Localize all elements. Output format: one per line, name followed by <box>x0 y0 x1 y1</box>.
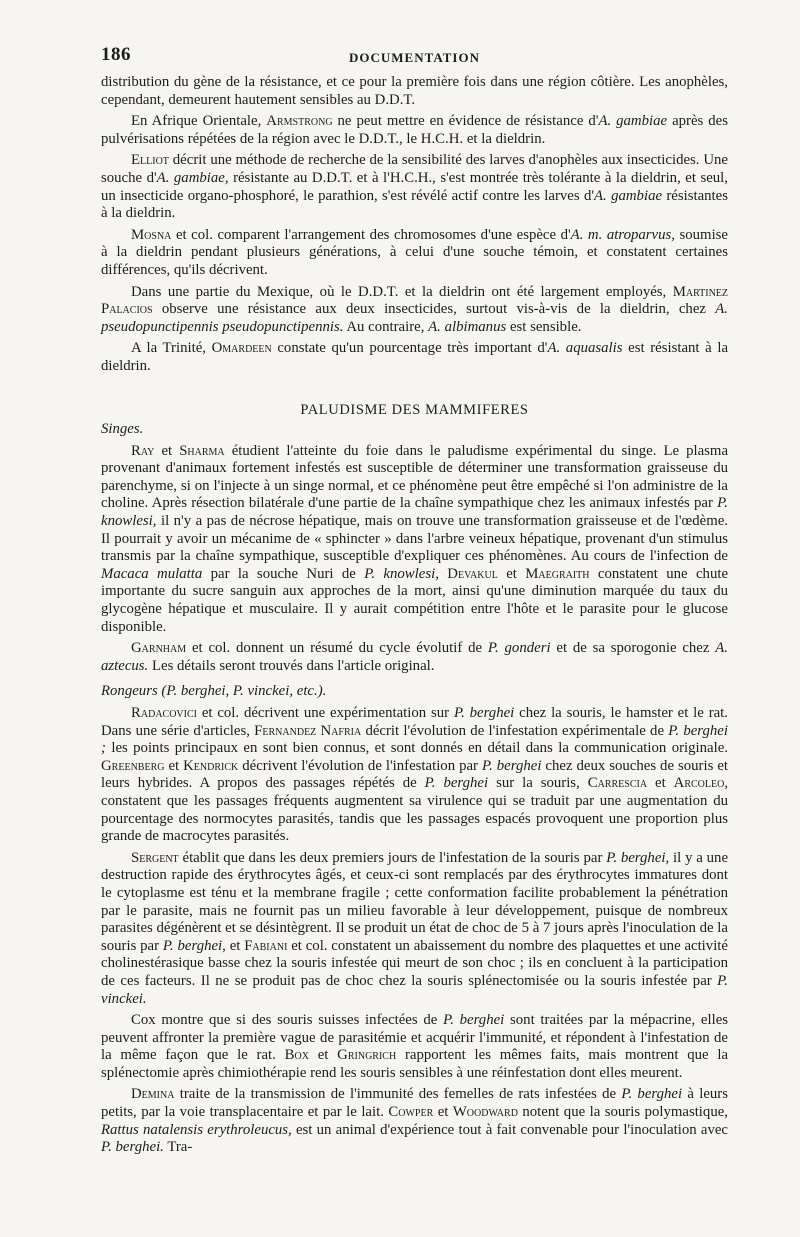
author-name: Demina <box>131 1086 175 1103</box>
body-text <box>101 74 728 1157</box>
running-title: DOCUMENTATION <box>349 50 480 65</box>
species-name: P. berghei <box>424 775 489 792</box>
species-name: A. albimanus <box>428 318 507 335</box>
paragraph-continuation: distribution du gène de la résistance, et ce pour la première fois dans une région côtière. Les anophèles, cependant, demeurent hautement sensibles au D.D.T. <box>101 74 728 108</box>
species-name: P. berghei, <box>162 937 226 954</box>
author-name: Omardeen <box>211 340 272 357</box>
species-name: Macaca mulatta <box>101 565 203 582</box>
species-name: A. gambiae <box>594 187 663 204</box>
species-name: P. vinckei. <box>101 972 728 1007</box>
species-name: P. berghei, <box>606 849 670 866</box>
species-name: P. knowlesi, <box>101 495 729 530</box>
paragraph-garnham: Garnham et col. donnent un résumé du cycle évolutif de P. gonderi et de sa sporogonie chez A. aztecus. Les détails seront trouvés dans l'article original. <box>101 640 728 674</box>
author-name: Maegraith <box>525 565 590 582</box>
author-name: Fernandez Nafria <box>254 722 362 739</box>
paragraph-demina: Demina traite de la transmission de l'immunité des femelles de rats infestées de P. berghei à leurs petits, par la voie transplacentaire et par le lait. Cowper et Woodward notent que la souris polymastique, Rattus natalensis erythroleucus, est un animal d'expérience tout à fait convenable pour l'inoculation avec P. berghei. Tra- <box>101 1086 728 1156</box>
species-name: P. berghei <box>621 1086 683 1103</box>
running-head <box>101 44 728 74</box>
species-name: A. aquasalis <box>547 340 623 357</box>
species-name: A. gambiae <box>598 113 668 130</box>
section-title: PALUDISME DES MAMMIFERES <box>300 401 529 418</box>
species-name: P. knowlesi, <box>364 565 439 582</box>
author-name: Kendrick <box>183 757 239 774</box>
author-name: Armstrong <box>266 113 333 130</box>
paragraph-omardeen: A la Trinité, Omardeen constate qu'un pourcentage très important d'A. aquasalis est résistant à la dieldrin. <box>101 340 729 374</box>
species-name: P. berghei. <box>101 1139 164 1156</box>
species-name: P. berghei <box>453 705 515 721</box>
author-name: Gringrich <box>337 1047 397 1064</box>
species-name: A. aztecus. <box>101 640 728 674</box>
paragraph-sergent: Sergent établit que dans les deux premiers jours de l'infestation de la souris par P. berghei, il y a une destruction rapide des érythrocytes âgés, et ceux-ci sont remplacés par des érythrocytes immatures dont le cytoplasme est ténu et la membrane fragile ; cette conformation facilite probablement la pénétration par le parasite, mais ne fournit pas un milieu favorable à leur développement, puisque de nombreux parasites dégénèrent et se désintègrent. Il se produit un état de choc de 5 à 7 jours après l'inoculation de la souris par P. berghei, et Fabiani et col. constatent un abaissement du nombre des plaquettes et une activité cholinestérasique basse chez la souris infestée qui meurt de son choc ; ils en concluent à la participation de ces facteurs. Il ne se produit pas de choc chez la souris splénectomisée ou la souris infestée par P. vinckei. <box>101 849 729 1007</box>
author-name: Woodward <box>452 1104 518 1121</box>
paragraph-mosna: Mosna et col. comparent l'arrangement des chromosomes d'une espèce d'A. m. atroparvus, soumise à la dieldrin pendant plusieurs générations, à celui d'une souche témoin, et constatent certaines différences, qu'ils décrivent. <box>101 226 729 278</box>
species-name: A. pseudopunctipennis pseudopunctipennis. <box>101 301 729 335</box>
author-name: Ray <box>131 442 155 459</box>
author-name: Garnham <box>131 640 187 657</box>
author-name: Martinez Palacios <box>101 283 729 318</box>
species-name: P. berghei ; <box>101 722 728 757</box>
subheading-rongeurs: Rongeurs (P. berghei, P. vinckei, etc.). <box>101 683 327 700</box>
paragraph-cox: Cox montre que si des souris suisses infectées de P. berghei sont traitées par la mépacrine, elles peuvent affronter la première vague de parasitémie et acquérir l'immunité, et répondent à l'infestation de la même façon que le rat. Box et Gringrich rapportent les mêmes faits, mais montrent que la splénectomie après chimiothérapie rend les souris sensibles à une réinfestation dont elles meurent. <box>101 1012 729 1081</box>
author-name: Greenberg <box>101 757 165 774</box>
paragraph-armstrong: En Afrique Orientale, Armstrong ne peut mettre en évidence de résistance d'A. gambiae après des pulvérisations répétées de la région avec le D.D.T., le H.C.H. et la dieldrin. <box>101 113 728 147</box>
paragraph-martinez: Dans une partie du Mexique, où le D.D.T. et la dieldrin ont été largement employés, Martinez Palacios observe une résistance aux deux insecticides, surtout vis-à-vis de la dieldrin, chez A. pseudopunctipennis pseudopunctipennis. Au contraire, A. albimanus est sensible. <box>101 283 729 335</box>
author-name: Devakul <box>447 565 498 582</box>
author-name: Sergent <box>131 849 179 866</box>
author-name: Cowper <box>388 1104 434 1121</box>
species-name: A. m. atroparvus, <box>570 226 675 243</box>
species-name: Rattus natalensis erythroleucus, <box>101 1121 292 1138</box>
author-name: Carrescia <box>587 775 648 792</box>
species-name: P. berghei <box>443 1012 505 1029</box>
paragraph-elliot: Elliot décrit une méthode de recherche de la sensibilité des larves d'anophèles aux insecticides. Une souche d'A. gambiae, résistante au D.D.T. et à l'H.C.H., s'est montrée très tolérante à la dieldrin, et seul, un insecticide organo-phosphoré, le parathion, s'est révélé actif contre les larves d'A. gambiae résistantes à la dieldrin. <box>101 152 728 222</box>
author-name: Mosna <box>131 226 172 243</box>
paragraph-radacovici: Radacovici et col. décrivent une expérimentation sur P. berghei chez la souris, le hamster et le rat. Dans une série d'articles, Fernandez Nafria décrit l'évolution de l'infestation expérimentale de P. berghei ; les points principaux en sont bien connus, et sont donnés en détail dans la communication originale. Greenberg et Kendrick décrivent l'évolution de l'infestation par P. berghei chez deux souches de souris et leurs hybrides. A propos des passages répétés de P. berghei sur la souris, Carrescia et Arcoleo, constatent que les passages fréquents augmentent sa virulence qui se traduit par une augmentation du pourcentage des normocytes parasités, tandis que les passages espacés provoquent une proportion plus grande de macrocytes parasités. <box>101 705 729 845</box>
subheading-singes: Singes. <box>101 421 144 438</box>
species-name: P. berghei <box>481 757 542 774</box>
author-name: Sharma <box>179 442 225 459</box>
author-name: Box <box>284 1047 309 1064</box>
author-name: Arcoleo <box>673 775 725 792</box>
page-number: 186 <box>101 44 131 65</box>
author-name: Radacovici <box>131 705 197 721</box>
species-name: P. gonderi <box>487 640 551 657</box>
paragraph-ray: Ray et Sharma étudient l'atteinte du foie dans le paludisme expérimental du singe. Le plasma provenant d'animaux fortement infestés est susceptible de déterminer une transformation graisseuse du parenchyme, si on l'injecte à un singe normal, et ce phénomène peut être empêché si l'on administre de la choline. Après résection bilatérale d'une partie de la chaîne sympathique chez les animaux infestés par P. knowlesi, il n'y a pas de nécrose hépatique, mais on trouve une transformation graisseuse et de l'œdème. Il pourrait y avoir un mécanime de « sphincter » dans l'arbre veineux hépatique, provenant d'un stimulus transmis par la chaîne sympathique, susceptible d'expliquer ces phénomènes. Au cours de l'infection de Macaca mulatta par la souche Nuri de P. knowlesi, Devakul et Maegraith constatent une chute importante du sucre sanguin aux approches de la mort, ainsi qu'une diminution marquée du taux du glycogène hépatique et musculaire. Il y aurait compétition entre l'hôte et le parasite pour le glucose disponible. <box>101 442 729 635</box>
species-name: A. gambiae, <box>156 169 229 186</box>
author-name: Fabiani <box>244 937 288 954</box>
author-name: Elliot <box>131 152 169 169</box>
